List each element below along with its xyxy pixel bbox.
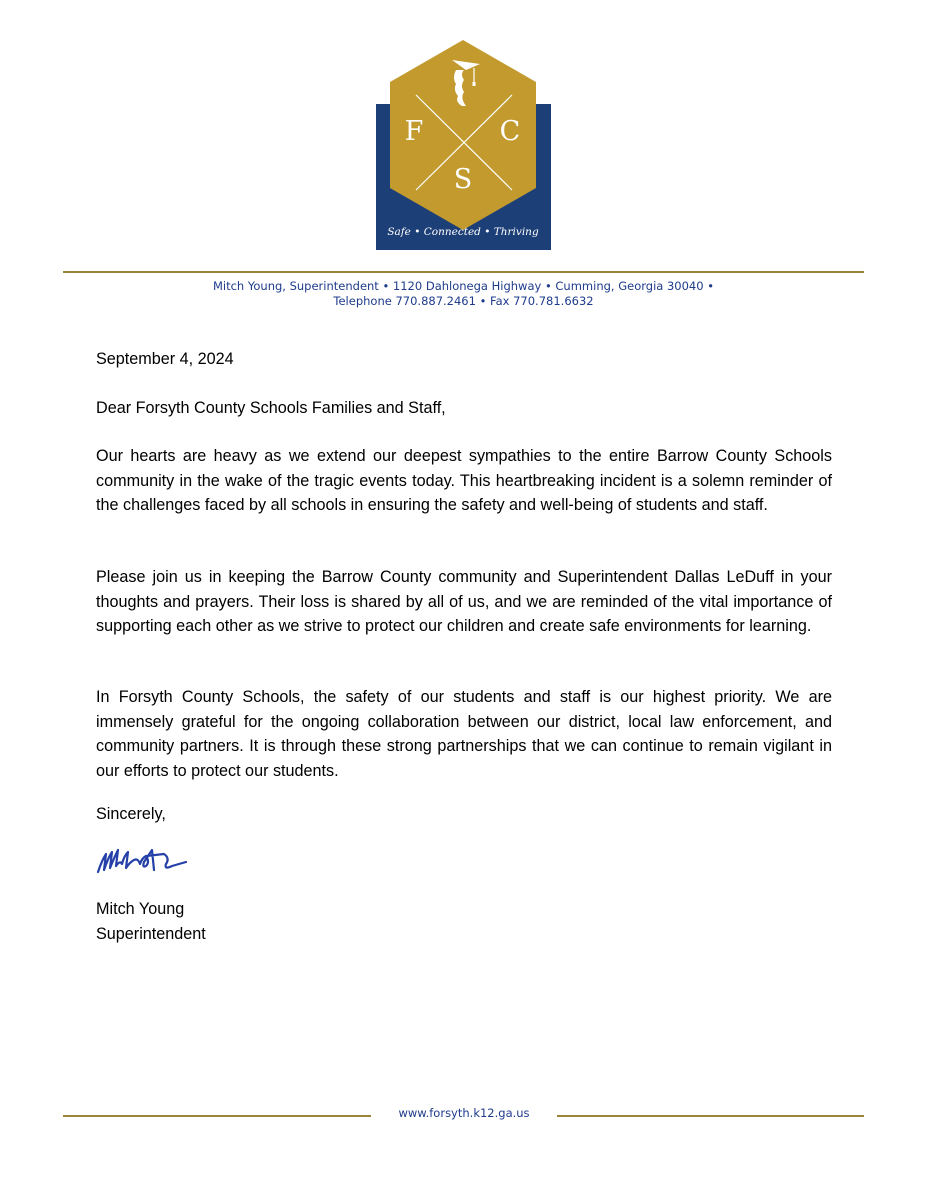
district-logo-graphic (376, 40, 551, 250)
district-logo (376, 40, 551, 250)
logo-letter-c: C (499, 116, 521, 147)
letter-paragraph-3: In Forsyth County Schools, the safety of our students and staff is our highest priority. We are immensely grateful for the ongoing collaboration between our district, local law enforcement, and community partners. It is through these strong partnerships that we can continue to remain vigilant in our efforts to protect our students. (96, 688, 832, 780)
letter-closing: Sincerely, (96, 805, 166, 823)
bottom-divider-left (63, 1115, 371, 1117)
letterhead-address (0, 279, 927, 309)
letter-salutation: Dear Forsyth County Schools Families and Staff, (96, 399, 446, 417)
signature-stroke (94, 840, 190, 882)
letterhead-line-2: Telephone 770.887.2461 • Fax 770.781.6632 (333, 294, 594, 308)
letter-paragraph-1: Our hearts are heavy as we extend our deepest sympathies to the entire Barrow County Schools community in the wake of the tragic events today. This heartbreaking incident is a solemn reminder of the challenges faced by all schools in ensuring the safety and well-being of students and staff. (96, 447, 832, 514)
letter-paragraph-2: Please join us in keeping the Barrow County community and Superintendent Dallas LeDuff in your thoughts and prayers. Their loss is shared by all of us, and we are reminded of the vital importance of supporting each other as we strive to protect our children and create safe environments for learning. (96, 568, 832, 635)
bottom-divider-right (557, 1115, 864, 1117)
letterhead-line-1: Mitch Young, Superintendent • 1120 Dahlonega Highway • Cumming, Georgia 30040 • (212, 279, 714, 293)
logo-letter-s: S (453, 164, 473, 195)
logo-letter-f: F (404, 116, 424, 147)
logo-tagline: Safe • Connected • Thriving (387, 226, 539, 238)
top-divider (63, 271, 864, 273)
footer-website-link[interactable]: www.forsyth.k12.ga.us (398, 1106, 530, 1120)
signer-name: Mitch Young (96, 900, 185, 918)
letter-date: September 4, 2024 (96, 350, 234, 368)
handwritten-signature (94, 840, 190, 882)
signer-title: Superintendent (96, 924, 206, 943)
signature-block (96, 897, 832, 946)
